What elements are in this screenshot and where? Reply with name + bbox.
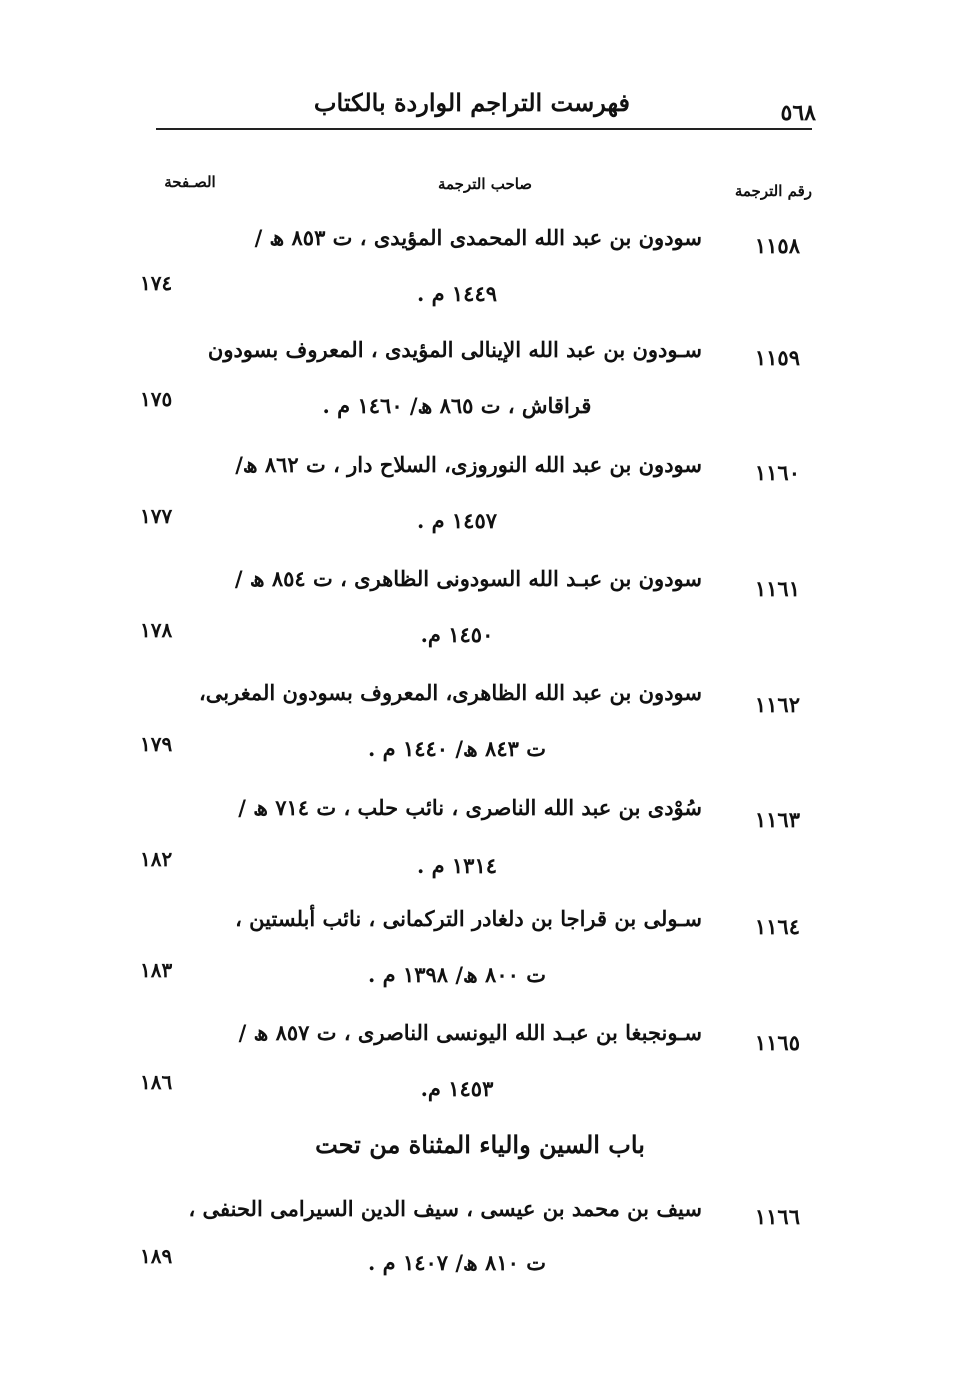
header-rule <box>156 128 812 130</box>
section-heading: باب السين والياء المثناة من تحت <box>315 1130 645 1159</box>
index-entry <box>0 680 959 780</box>
entry-page: ١٧٧ <box>140 504 173 528</box>
index-entry <box>0 906 959 1006</box>
entry-name-line1: سودون بن عبـد الله السودونى الظاهرى ، ت ٨٥٤ ھ / <box>234 566 702 591</box>
entry-number: ١١٦٠ <box>754 460 800 485</box>
index-entry <box>0 1020 959 1120</box>
entry-page: ١٧٨ <box>140 618 173 642</box>
entry-page: ١٧٥ <box>140 387 173 411</box>
entry-name-line1: سيف بن محمد بن عيسى ، سيف الدين السيرامى الحنفى ، <box>188 1196 702 1221</box>
entry-name-line1: سُوْدى بن عبد الله الناصرى ، نائب حلب ، ت ٧١٤ ھ / <box>238 795 702 820</box>
entry-page: ١٧٩ <box>140 732 173 756</box>
entry-name-line2: قراقاش ، ت ٨٦٥ ھ/ ١٤٦٠ م . <box>322 393 592 418</box>
entry-number: ١١٦٤ <box>754 914 800 939</box>
entry-number: ١١٥٨ <box>754 233 800 258</box>
index-entry <box>0 795 959 895</box>
column-header-page: الصـفحة <box>164 173 216 191</box>
entry-name-line2: ١٤٥٧ م . <box>416 508 498 533</box>
entry-number: ١١٦٦ <box>754 1204 800 1229</box>
entry-number: ١١٦٣ <box>754 807 800 832</box>
entry-name-line2: ١٤٥٠ م. <box>420 622 494 647</box>
entry-page: ١٨٦ <box>140 1070 173 1094</box>
entry-name-line2: ١٤٤٩ م . <box>416 281 498 306</box>
entry-name-line1: سـونجبغا بن عبـد الله اليونسى الناصرى ، ت ٨٥٧ ھ / <box>238 1020 702 1045</box>
entry-name-line1: سـولى بن قراجا بن دلغادر التركمانى ، نائب أبلستين ، <box>235 906 702 931</box>
entry-number: ١١٦٥ <box>754 1030 800 1055</box>
entry-name-line1: سـودون بن عبد الله الإينالى المؤيدى ، المعروف بسودون <box>207 337 702 362</box>
index-entry <box>0 452 959 552</box>
index-entry <box>0 225 959 325</box>
entry-name-line2: ت ٨٠٠ ھ/ ١٣٩٨ م . <box>368 962 546 987</box>
entry-page: ١٧٤ <box>140 271 173 295</box>
entry-name-line2: ١٤٥٣ م. <box>420 1076 494 1101</box>
entry-page: ١٨٩ <box>140 1244 173 1268</box>
entry-number: ١١٦١ <box>754 576 800 601</box>
index-entry <box>0 337 959 437</box>
entry-name-line1: سودون بن عبد الله المحمدى المؤيدى ، ت ٨٥٣ ھ / <box>254 225 702 250</box>
column-header-number: رقم الترجمة <box>734 182 812 200</box>
entry-name-line1: سودون بن عبد الله النوروزى، السلاح دار ، ت ٨٦٢ ھ/ <box>235 452 702 477</box>
page-title: فهرست التراجم الواردة بالكتاب <box>313 88 630 117</box>
entry-name-line2: ت ٨١٠ ھ/ ١٤٠٧ م . <box>368 1250 546 1275</box>
entry-name-line2: ت ٨٤٣ ھ/ ١٤٤٠ م . <box>368 736 546 761</box>
entry-page: ١٨٢ <box>140 847 173 871</box>
entry-name-line2: ١٣١٤ م . <box>416 853 498 878</box>
entry-number: ١١٥٩ <box>754 345 800 370</box>
entry-number: ١١٦٢ <box>754 692 800 717</box>
entry-page: ١٨٣ <box>140 958 173 982</box>
index-entry <box>0 1196 959 1296</box>
entry-name-line1: سودون بن عبد الله الظاهرى، المعروف بسودون المغربى، <box>199 680 702 705</box>
page-number: ٥٦٨ <box>780 100 816 126</box>
column-header-name: صاحب الترجمة <box>437 175 533 193</box>
index-entry <box>0 566 959 666</box>
